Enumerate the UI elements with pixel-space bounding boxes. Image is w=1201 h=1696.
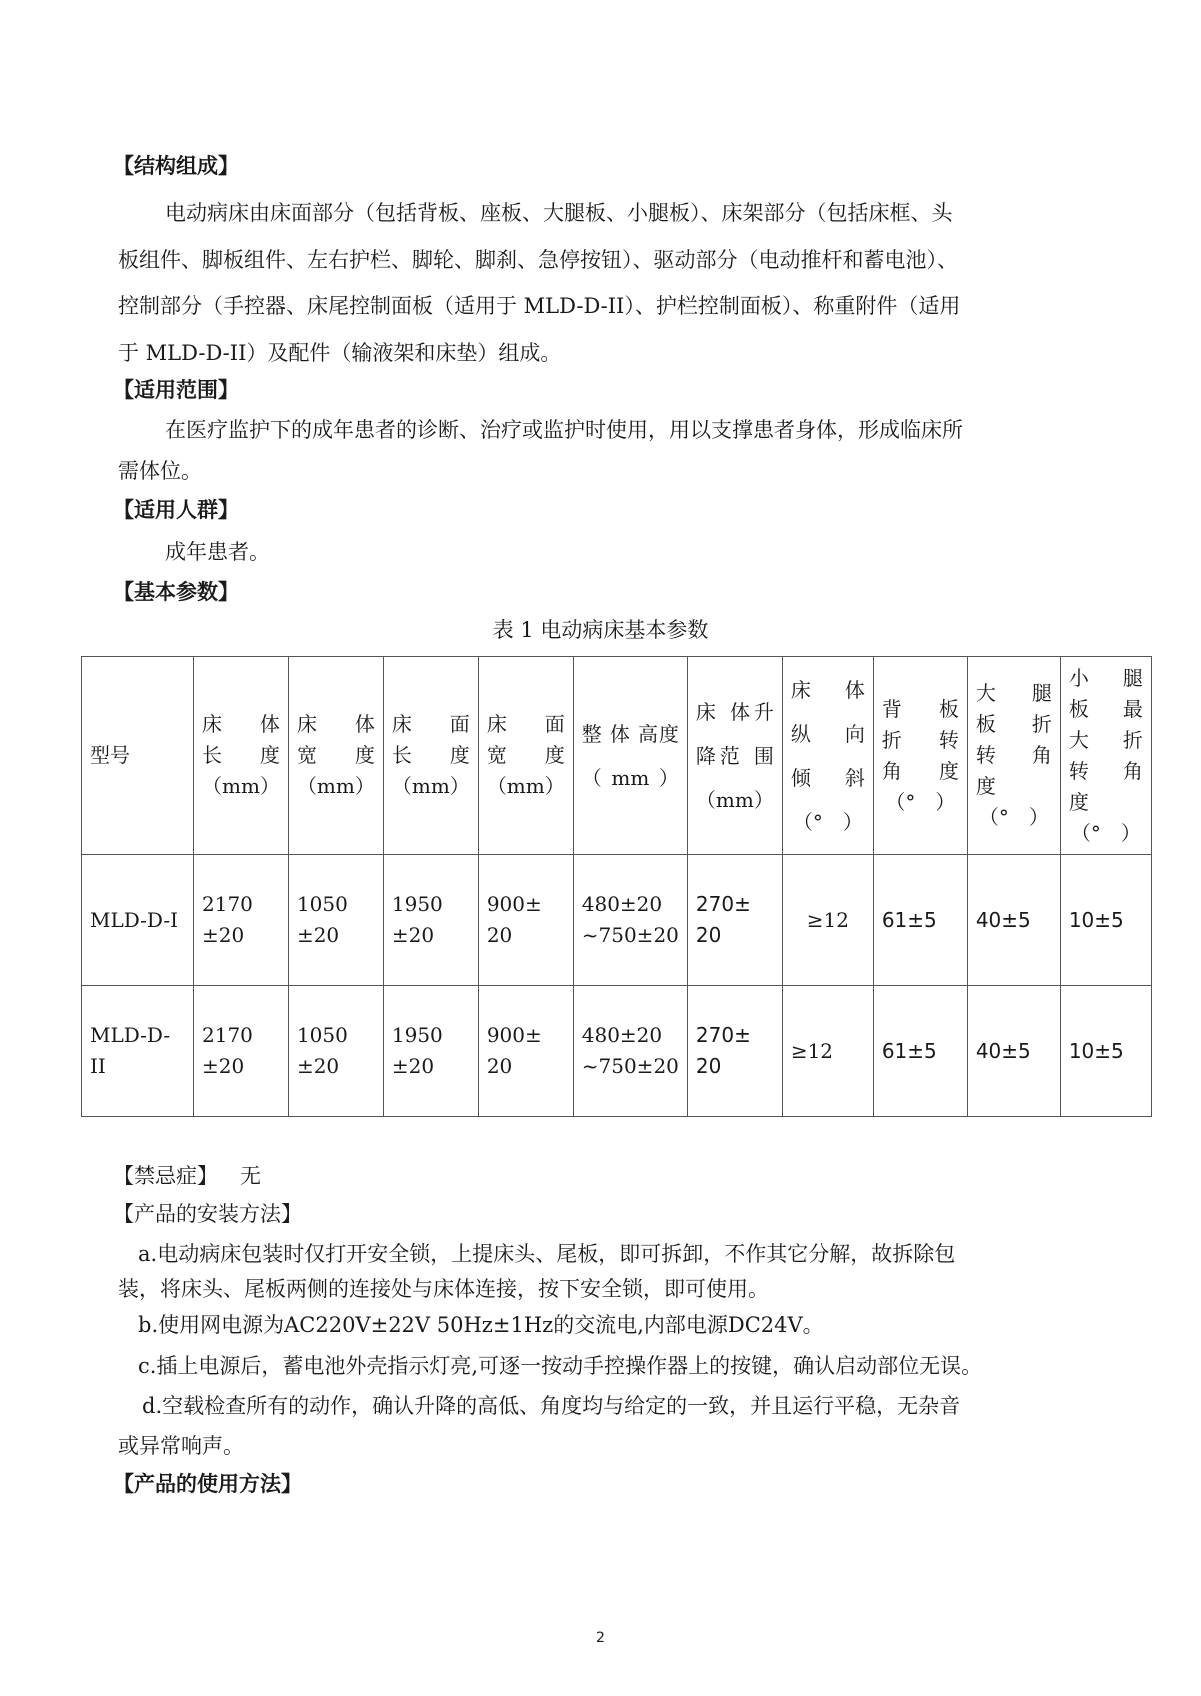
section-heading-scope: 【适用范围】: [113, 378, 239, 402]
cell-surface-length: 1950 ±20: [383, 986, 478, 1117]
cell-model: MLD-D-I: [82, 855, 194, 986]
section-heading-usage: 【产品的使用方法】: [113, 1472, 302, 1496]
scope-text-line: 在医疗监护下的成年患者的诊断、治疗或监护时使用，用以支撑患者身体，形成临床所: [165, 418, 963, 442]
cell-calf-angle: 10±5: [1060, 986, 1151, 1117]
cell-surface-width: 900± 20: [478, 855, 573, 986]
section-heading-contraindications: [113, 1162, 261, 1190]
cell-lift-range: 270± 20: [687, 986, 782, 1117]
header-back-angle: 背 板折 转角度 （° ）: [873, 657, 967, 855]
header-bed-length: 床 体长度 （mm）: [194, 657, 289, 855]
header-calf-angle: 小 腿板 最大 折转 角度 （° ）: [1060, 657, 1151, 855]
cell-overall-height: 480±20 ~750±20: [573, 986, 687, 1117]
cell-surface-width: 900± 20: [478, 986, 573, 1117]
population-text: 成年患者。: [165, 540, 270, 564]
header-surface-length: 床 面长度 （mm）: [383, 657, 478, 855]
structure-text-line: 控制部分（手控器、床尾控制面板（适用于 MLD-D-II）、护栏控制面板）、称重附件（适用: [118, 294, 961, 318]
contraindications-label: 【禁忌症】: [113, 1164, 218, 1188]
header-model: 型号: [82, 657, 194, 855]
structure-text-line: 板组件、脚板组件、左右护栏、脚轮、脚刹、急停按钮）、驱动部分（电动推杆和蓄电池）、: [118, 248, 958, 272]
install-step-c: c.插上电源后，蓄电池外壳指示灯亮,可逐一按动手控操作器上的按键，确认启动部位无误。: [138, 1354, 983, 1378]
contraindications-value: 无: [240, 1164, 261, 1188]
structure-text-line: 于 MLD-D-II）及配件（输液架和床垫）组成。: [118, 341, 562, 365]
cell-thigh-angle: 40±5: [967, 986, 1060, 1117]
cell-back-angle: 61±5: [873, 986, 967, 1117]
cell-bed-width: 1050 ±20: [288, 986, 383, 1117]
section-heading-population: 【适用人群】: [113, 498, 239, 522]
header-thigh-angle: 大 腿板 折转 角度 （° ）: [967, 657, 1060, 855]
header-tilt: 床 体纵 向倾 斜 （° ）: [782, 657, 873, 855]
cell-overall-height: 480±20 ~750±20: [573, 855, 687, 986]
cell-bed-length: 2170 ±20: [194, 986, 289, 1117]
scope-text-line: 需体位。: [118, 459, 202, 483]
header-lift-range: 床 体升 降范 围 （mm）: [687, 657, 782, 855]
table-caption: 表 1 电动病床基本参数: [492, 618, 709, 642]
install-step-b: b.使用网电源为AC220V±22V 50Hz±1Hz的交流电,内部电源DC24V。: [138, 1313, 824, 1337]
cell-bed-width: 1050 ±20: [288, 855, 383, 986]
section-heading-structure: 【结构组成】: [113, 154, 239, 178]
cell-thigh-angle: 40±5: [967, 855, 1060, 986]
cell-surface-length: 1950 ±20: [383, 855, 478, 986]
table-header-row: [82, 657, 1152, 855]
section-heading-install: 【产品的安装方法】: [113, 1202, 302, 1226]
table-row: [82, 855, 1152, 986]
cell-model: MLD-D-II: [82, 986, 194, 1117]
cell-bed-length: 2170 ±20: [194, 855, 289, 986]
cell-back-angle: 61±5: [873, 855, 967, 986]
cell-lift-range: 270± 20: [687, 855, 782, 986]
header-surface-width: 床 面宽度 （mm）: [478, 657, 573, 855]
header-bed-width: 床 体宽度 （mm）: [288, 657, 383, 855]
page-number: 2: [596, 1630, 605, 1646]
cell-tilt: ≥12: [782, 855, 873, 986]
cell-tilt: ≥12: [782, 986, 873, 1117]
install-step-a-cont: 装，将床头、尾板两侧的连接处与床体连接，按下安全锁，即可使用。: [118, 1277, 769, 1301]
install-step-d: d.空载检查所有的动作，确认升降的高低、角度均与给定的一致，并且运行平稳，无杂音: [142, 1394, 961, 1418]
structure-text-line: 电动病床由床面部分（包括背板、座板、大腿板、小腿板）、床架部分（包括床框、头: [165, 201, 953, 225]
install-step-d-cont: 或异常响声。: [118, 1434, 244, 1458]
table-row: [82, 986, 1152, 1117]
section-heading-params: 【基本参数】: [113, 580, 239, 604]
header-overall-height: 整 体 高度（mm）: [573, 657, 687, 855]
params-table: [81, 656, 1152, 1117]
cell-calf-angle: 10±5: [1060, 855, 1151, 986]
install-step-a: a.电动病床包装时仅打开安全锁，上提床头、尾板，即可拆卸，不作其它分解，故拆除包: [138, 1242, 956, 1266]
